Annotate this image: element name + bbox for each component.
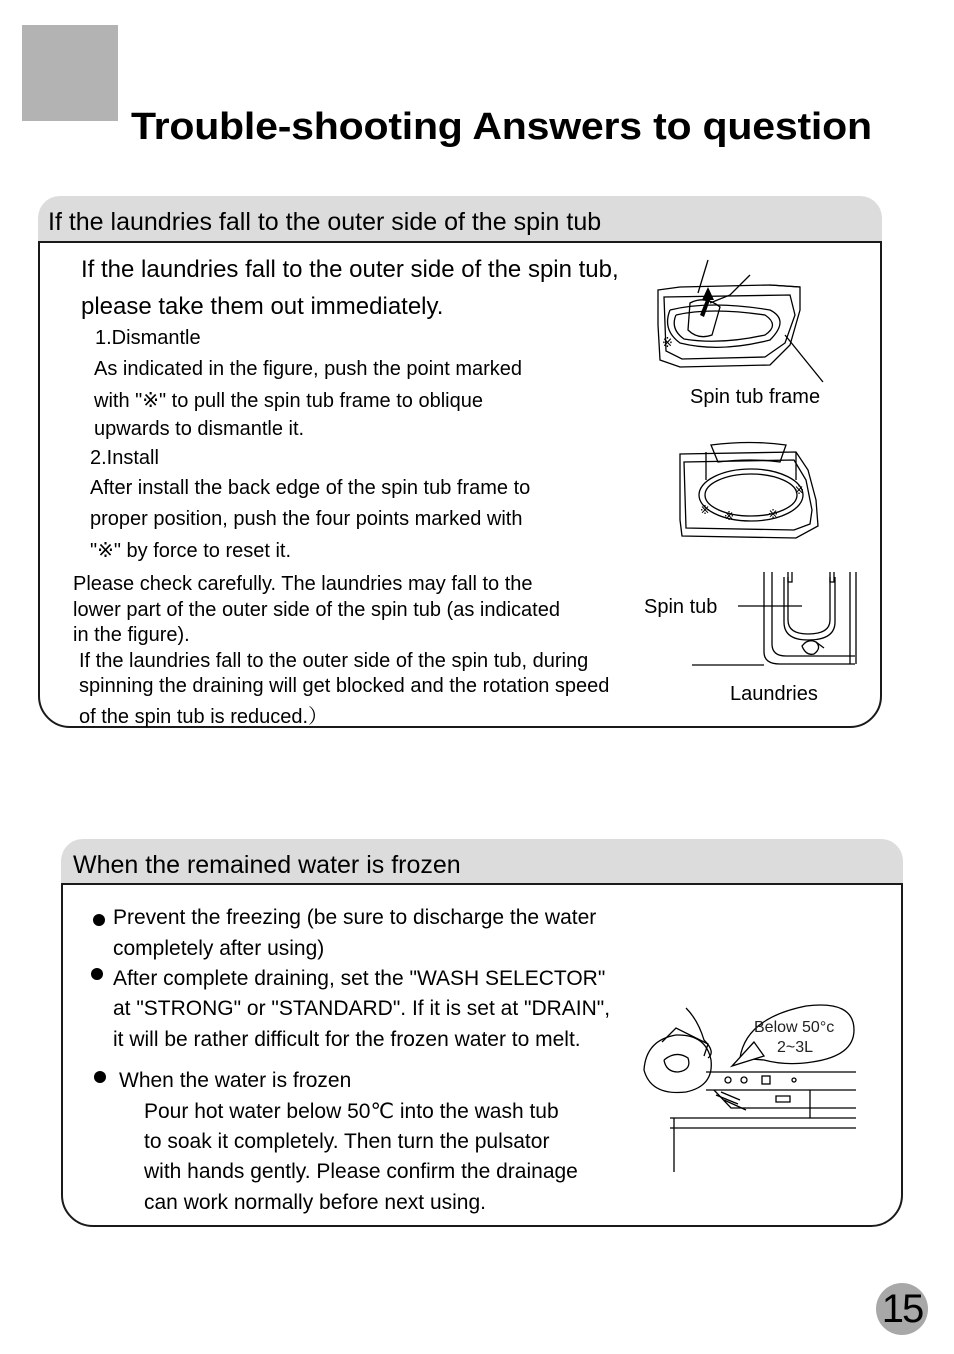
figure-label-spin-tub: Spin tub — [644, 596, 718, 618]
bullet3-line4: can work normally before next using. — [144, 1191, 486, 1214]
bullet1-line1: Prevent the freezing (be sure to discharge the water — [113, 906, 597, 929]
step2-line1: After install the back edge of the spin tub frame to — [90, 477, 531, 499]
bullet1-line2: completely after using) — [113, 937, 325, 960]
step2-line2: proper position, push the four points marked with — [90, 508, 523, 530]
spin-tub-frame-install-illustration — [676, 440, 824, 542]
step1-line1: As indicated in the figure, push the point marked — [94, 358, 523, 380]
check-line1: Please check carefully. The laundries may fall to the — [73, 573, 533, 595]
check-line3: in the figure). — [73, 624, 190, 646]
svg-text:※: ※ — [794, 483, 805, 497]
check-line6: of the spin tub is reduced.） — [79, 706, 329, 728]
check-line5: spinning the draining will get blocked and the rotation speed — [79, 675, 610, 697]
section1-intro-line1: If the laundries fall to the outer side of the spin tub, — [81, 256, 619, 283]
spin-tub-frame-dismantle-illustration — [650, 255, 850, 385]
svg-text:※: ※ — [662, 336, 673, 351]
section1-heading: If the laundries fall to the outer side of the spin tub — [38, 196, 882, 242]
header-gray-square — [22, 25, 118, 121]
bullet-dot — [93, 914, 105, 926]
bullet3-line2: to soak it completely. Then turn the pulsator — [144, 1130, 550, 1153]
bubble-line2: 2~3L — [777, 1039, 814, 1056]
bullet2-line1: After complete draining, set the "WASH SELECTOR" — [113, 967, 606, 990]
bullet2-line2: at "STRONG" or "STANDARD". If it is set at "DRAIN", — [113, 997, 611, 1020]
svg-text:※: ※ — [724, 509, 735, 523]
bullet-dot — [91, 968, 103, 980]
svg-text:※: ※ — [768, 507, 779, 521]
bullet3-line3: with hands gently. Please confirm the drainage — [144, 1160, 578, 1183]
figure-label-spin-tub-frame: Spin tub frame — [690, 386, 821, 408]
step1-line3: upwards to dismantle it. — [94, 418, 305, 440]
bullet3-line1: Pour hot water below 50℃ into the wash tub — [144, 1100, 559, 1123]
figure-label-laundries: Laundries — [730, 683, 818, 705]
step2-title: 2.Install — [90, 447, 159, 469]
check-line2: lower part of the outer side of the spin tub (as indicated — [73, 599, 560, 621]
bubble-line1: Below 50°c — [754, 1019, 835, 1036]
bullet2-line3: it will be rather difficult for the frozen water to melt. — [113, 1028, 581, 1051]
spin-tub-cross-section-illustration — [690, 572, 860, 672]
bullet-dot — [94, 1071, 106, 1083]
check-line4: If the laundries fall to the outer side of the spin tub, during — [79, 650, 589, 672]
page-number: 15 — [876, 1283, 928, 1335]
step1-line2: with "※" to pull the spin tub frame to oblique — [94, 390, 483, 412]
bullet3-title: When the water is frozen — [119, 1069, 352, 1092]
step2-line3: "※" by force to reset it. — [90, 540, 292, 562]
section1-intro-line2: please take them out immediately. — [81, 293, 444, 320]
section2-heading: When the remained water is frozen — [61, 839, 903, 885]
page-title: Trouble-shooting Answers to question — [131, 106, 872, 148]
svg-text:※: ※ — [700, 503, 711, 517]
step1-title: 1.Dismantle — [95, 327, 201, 349]
